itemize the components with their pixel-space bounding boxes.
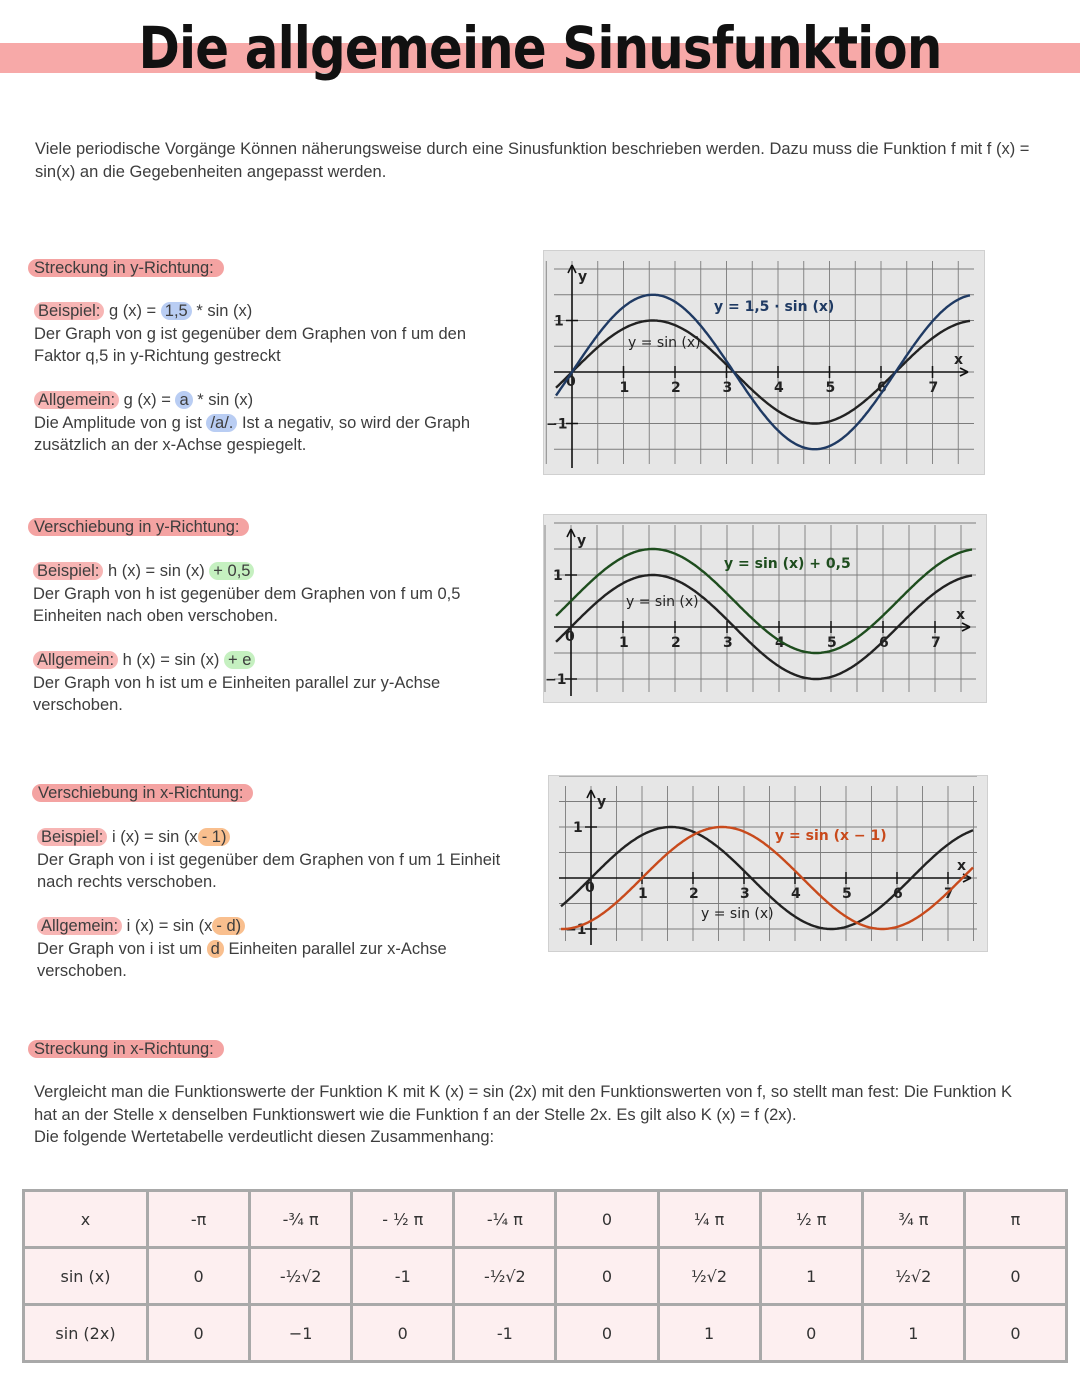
- label-base-curve: y = sin (x): [628, 335, 701, 351]
- general-text: Der Graph von i ist um d Einheiten parallel zur x-Achse verschoben.: [37, 939, 447, 980]
- x-tick-label: 2: [671, 635, 681, 651]
- example-formula: Beispiel: g (x) = 1,5 * sin (x): [34, 300, 514, 323]
- table-cell: -1: [454, 1305, 556, 1362]
- x-tick-label: 5: [825, 380, 836, 396]
- section3-example: [37, 826, 507, 894]
- table-cell: -1: [352, 1248, 454, 1305]
- section2-example: [33, 560, 513, 628]
- table-row: [24, 1248, 1067, 1305]
- y-axis-label: y: [578, 269, 588, 285]
- table-row: [24, 1305, 1067, 1362]
- label-base-curve: y = sin (x): [701, 906, 774, 922]
- x-axis-label: x: [956, 607, 966, 623]
- example-text: Der Graph von g ist gegenüber dem Graphen von f um den Faktor q,5 in y-Richtung gestreckt: [34, 324, 467, 365]
- general-text: Der Graph von h ist um e Einheiten parallel zur y-Achse verschoben.: [33, 673, 441, 714]
- table-cell: -½√2: [250, 1248, 352, 1305]
- table-cell: 1: [760, 1248, 862, 1305]
- y-tick-label-1: 1: [573, 820, 583, 836]
- x-tick-label: 7: [944, 886, 954, 902]
- table-cell: ½ π: [760, 1191, 862, 1248]
- table-cell: 0: [148, 1248, 250, 1305]
- section1-general: [34, 389, 524, 457]
- example-text: Der Graph von i ist gegenüber dem Graphen von f um 1 Einheit nach rechts verschoben.: [37, 850, 501, 891]
- y-tick-label-neg1: −1: [565, 922, 587, 938]
- table-cell: −1: [250, 1305, 352, 1362]
- table-cell: 0: [760, 1305, 862, 1362]
- x-tick-label: 1: [638, 886, 648, 902]
- table-cell: - ½ π: [352, 1191, 454, 1248]
- table-row: [24, 1191, 1067, 1248]
- graph-verschiebung-x-svg: [549, 776, 987, 951]
- x-tick-label: 6: [893, 886, 903, 902]
- x-tick-label: 2: [671, 380, 681, 396]
- table-cell: 1: [658, 1305, 760, 1362]
- x-tick-label: 7: [928, 380, 939, 396]
- graph-verschiebung-x: [548, 775, 988, 952]
- graph-streckung-y-svg: [544, 251, 984, 474]
- table-cell: ¼ π: [658, 1191, 760, 1248]
- table-row-header: x: [24, 1191, 148, 1248]
- x-tick-label: 3: [722, 380, 733, 396]
- page-title: Die allgemeine Sinusfunktion: [138, 14, 942, 82]
- x-tick-label: 6: [879, 635, 889, 651]
- table-cell: 0: [556, 1248, 658, 1305]
- general-formula: Allgemein: g (x) = a * sin (x): [34, 389, 524, 412]
- y-tick-label-neg1: −1: [545, 672, 567, 688]
- origin-label: 0: [565, 629, 575, 645]
- example-formula: Beispiel: i (x) = sin (x - 1): [37, 826, 507, 849]
- x-tick-label: 5: [842, 886, 852, 902]
- x-tick-label: 5: [827, 635, 837, 651]
- x-tick-label: 4: [775, 635, 785, 651]
- table-cell: 0: [556, 1191, 658, 1248]
- general-formula: Allgemein: h (x) = sin (x) + e: [33, 649, 503, 672]
- y-tick-label-neg1: −1: [546, 416, 568, 433]
- table-cell: -¼ π: [454, 1191, 556, 1248]
- general-text: Die Amplitude von g ist /a/. Ist a negativ, so wird der Graph zusätzlich an der x-Achse gespiegelt.: [34, 413, 471, 454]
- x-axis-label: x: [954, 352, 964, 368]
- label-base-curve: y = sin (x): [626, 594, 699, 610]
- y-axis-label: y: [597, 794, 607, 810]
- section4-table-intro: Die folgende Wertetabelle verdeutlicht diesen Zusammenhang:: [34, 1128, 495, 1146]
- table-cell: ½√2: [862, 1248, 964, 1305]
- table-row-header: sin (2x): [24, 1305, 148, 1362]
- x-tick-label: 6: [877, 380, 887, 396]
- table-cell: 0: [352, 1305, 454, 1362]
- section-heading-streckung-y: Streckung in y-Richtung:: [34, 257, 224, 280]
- y-tick-label-1: 1: [553, 568, 563, 584]
- table-cell: ½√2: [658, 1248, 760, 1305]
- x-tick-label: 4: [774, 380, 784, 396]
- x-axis-label: x: [957, 858, 967, 874]
- table-cell: 1: [862, 1305, 964, 1362]
- example-formula: Beispiel: h (x) = sin (x) + 0,5: [33, 560, 513, 583]
- intro-text: Viele periodische Vorgänge Können näherungsweise durch eine Sinusfunktion beschrieben werden. Dazu muss die Funktion f mit f (x) = sin(x) an die Gegebenheiten angepasst werden.: [35, 140, 1030, 181]
- y-tick-label-1: 1: [554, 313, 564, 330]
- x-tick-label: 1: [619, 380, 630, 396]
- y-axis-label: y: [577, 533, 587, 549]
- origin-label: 0: [566, 374, 576, 390]
- table-cell: -¾ π: [250, 1191, 352, 1248]
- label-transformed-curve: y = sin (x) + 0,5: [724, 556, 851, 572]
- graph-verschiebung-y-svg: [544, 515, 986, 702]
- section2-general: [33, 649, 503, 717]
- label-transformed-curve: y = 1,5 · sin (x): [714, 299, 835, 315]
- table-cell: 0: [964, 1305, 1066, 1362]
- graph-verschiebung-y: [543, 514, 987, 703]
- example-text: Der Graph von h ist gegenüber dem Graphen von f um 0,5 Einheiten nach oben verschoben.: [33, 584, 461, 625]
- origin-label: 0: [585, 880, 595, 896]
- table-cell: 0: [556, 1305, 658, 1362]
- section3-general: [37, 915, 507, 983]
- table-cell: ¾ π: [862, 1191, 964, 1248]
- x-tick-label: 1: [619, 635, 629, 651]
- section-heading-verschiebung-y: Verschiebung in y-Richtung:: [34, 516, 249, 539]
- x-tick-label: 2: [689, 886, 699, 902]
- section-heading-verschiebung-x: Verschiebung in x-Richtung:: [38, 782, 253, 805]
- section4-text: [34, 1081, 1034, 1149]
- section-heading-streckung-x: Streckung in x-Richtung:: [34, 1038, 224, 1061]
- table-cell: -π: [148, 1191, 250, 1248]
- table-cell: 0: [964, 1248, 1066, 1305]
- table-cell: 0: [148, 1305, 250, 1362]
- table-row-header: sin (x): [24, 1248, 148, 1305]
- value-table: [22, 1189, 1068, 1363]
- label-transformed-curve: y = sin (x − 1): [775, 828, 887, 844]
- x-tick-label: 4: [791, 886, 801, 902]
- general-formula: Allgemein: i (x) = sin (x - d): [37, 915, 507, 938]
- x-tick-label: 7: [931, 635, 941, 651]
- table-cell: -½√2: [454, 1248, 556, 1305]
- section4-paragraph: Vergleicht man die Funktionswerte der Funktion K mit K (x) = sin (2x) mit den Funktionswerten von f, so stellt man fest: Die Funktion K hat an der Stelle x denselben Funktionswert wie die Funktion f an der Stelle 2x. Es gilt also K (x) = f (2x).: [34, 1083, 1013, 1124]
- x-tick-label: 3: [740, 886, 750, 902]
- section1-example: [34, 300, 514, 368]
- table-cell: π: [964, 1191, 1066, 1248]
- x-tick-label: 3: [723, 635, 733, 651]
- graph-streckung-y: [543, 250, 985, 475]
